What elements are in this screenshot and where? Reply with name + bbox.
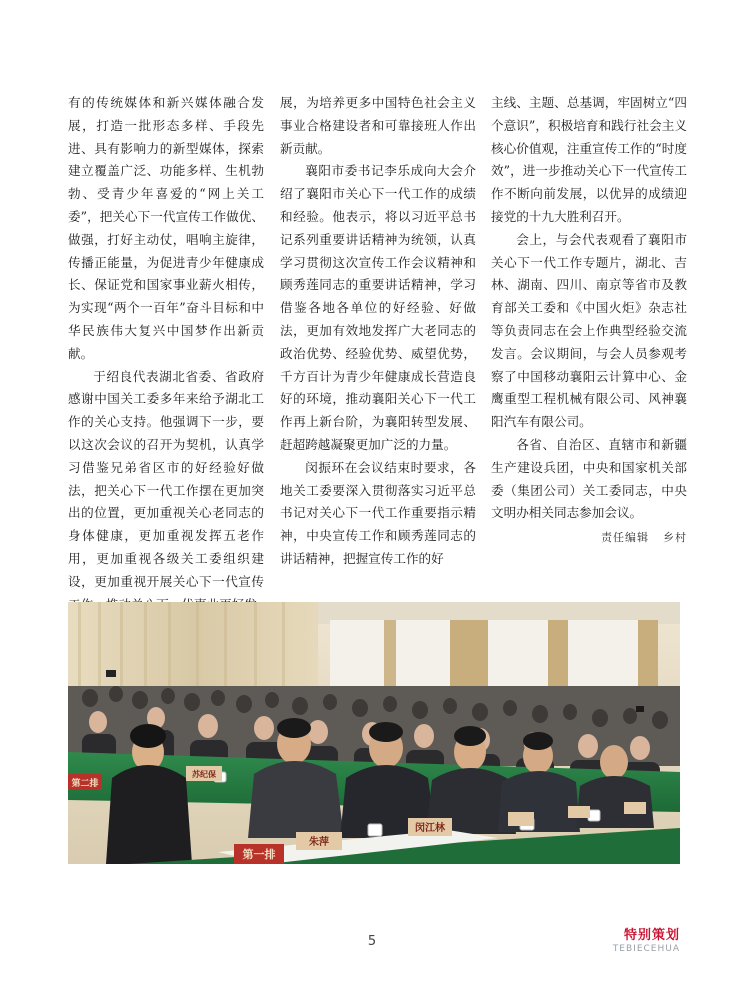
article-paragraph: 有的传统媒体和新兴媒体融合发展，打造一批形态多样、手段先进、具有影响力的新型媒体，探索建立覆盖广泛、功能多样、生机勃勃、受青少年喜爱的“网上关工委”，把关心下一代宣传工作做优、做强，打好主动仗，唱响主旋律，传播正能量，为促进青少年健康成长、保证党和国家事业薪火相传，为实现“两个一百年”奋斗目标和中华民族伟大复兴中国梦作出新贡献。 xyxy=(68,95,264,361)
name-card-front-row-text: 第一排 xyxy=(242,848,276,861)
name-card-su-jibao-text: 苏纪保 xyxy=(192,770,216,779)
article-paragraph: 闵振环在会议结束时要求，各地关工委要深入贯彻落实习近平总书记对关心下一代工作重要指示精神，中央宣传工作和顾秀莲同志的讲话精神，把握宣传工作的好 xyxy=(280,459,476,566)
name-card-min-jianglin-text: 闵江林 xyxy=(415,823,445,834)
conference-photo xyxy=(68,602,680,864)
text-column-3 xyxy=(491,92,687,550)
article-paragraph: 襄阳市委书记李乐成向大会介绍了襄阳市关心下一代工作的成绩和经验。他表示，将以习近平总书记系列重要讲话精神为统领，认真学习贯彻这次宣传工作会议精神和顾秀莲同志的重要讲话精神，学习借鉴各地各单位的好经验、好做法，更加有效地发挥广大老同志的政治优势、经验优势、威望优势，千方百计为青少年健康成长营造良好的环境，推动襄阳关心下一代工作再上新台阶，为襄阳转型发展、赶超跨越凝聚更加广泛的力量。 xyxy=(280,163,476,452)
article-paragraph: 各省、自治区、直辖市和新疆生产建设兵团，中央和国家机关部委（集团公司）关工委同志，中央文明办相关同志参加会议。 xyxy=(491,436,687,521)
article-paragraph: 主线、主题、总基调，牢固树立“四个意识”，积极培育和践行社会主义核心价值观，注重宣传工作的“时度效”，进一步推动关心下一代宣传工作不断向前发展，以优异的成绩迎接党的十九大胜利召开。 xyxy=(491,95,687,224)
section-mark xyxy=(613,924,680,954)
name-card-zhu-ping-text: 朱萍 xyxy=(309,837,329,848)
article-paragraph: 会上，与会代表观看了襄阳市关心下一代工作专题片，湖北、吉林、湖南、四川、南京等省市及教育部关工委和《中国火炬》杂志社等负责同志在会上作典型经验交流发言。会议期间，与会人员参观考察了中国移动襄阳云计算中心、金鹰重型工程机械有限公司、风神襄阳汽车有限公司。 xyxy=(491,231,687,430)
name-card-second-row-text: 第二排 xyxy=(71,779,99,789)
text-column-2 xyxy=(280,92,476,571)
page-number: 5 xyxy=(367,934,377,949)
editor-credit xyxy=(491,527,687,550)
section-title-cn: 特别策划 xyxy=(623,928,680,943)
editor-name: 乡村 xyxy=(663,531,687,545)
article-paragraph: 展，为培养更多中国特色社会主义事业合格建设者和可靠接班人作出新贡献。 xyxy=(280,95,476,156)
editor-label: 责任编辑 xyxy=(601,531,649,545)
text-column-1 xyxy=(68,92,264,616)
section-title-en: TEBIECEHUA xyxy=(612,944,680,954)
article-paragraph: 于绍良代表湖北省委、省政府感谢中国关工委多年来给予湖北工作的关心支持。他强调下一步，要以这次会议的召开为契机，认真学习借鉴兄弟省区市的好经验好做法，把关心下一代工作摆在更加突出的位置，更加重视关心老同志的身体健康，更加重视发挥五老作用，更加重视各级关工委组织建设，更加重视开展关心下一代宣传 xyxy=(68,368,264,589)
